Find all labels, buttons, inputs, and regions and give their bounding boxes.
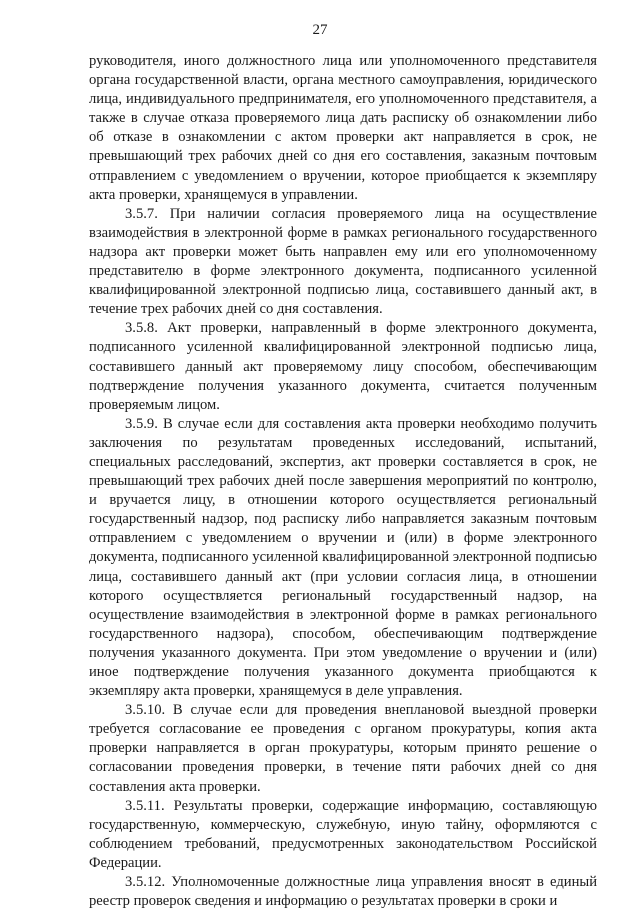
paragraph-3-5-12: 3.5.12. Уполномоченные должностные лица управления вносят в единый реестр проверок сведения и информацию о результатах проверки в сроки и xyxy=(89,874,597,910)
paragraph-3-5-10: 3.5.10. В случае если для проведения внеплановой выездной проверки требуется согласование ее проведения с органом прокуратуры, копия акта проверки направляется в орган прокуратуры, которым принято решение о согласовании проведения проверки, в течение пяти рабочих дней со дня составления акта проверки. xyxy=(89,702,597,795)
document-body xyxy=(89,52,597,911)
paragraph-continuation: руководителя, иного должностного лица или уполномоченного представителя органа государственной власти, органа местного самоуправления, юридического лица, индивидуального предпринимателя, его уполномоченного представителя, а также в случае отказа проверяемого лица дать расписку об ознакомлении либо об отказе в ознакомлении с актом проверки акт направляется в срок, не превышающий трех рабочих дней со дня его составления, заказным почтовым отправлением с уведомлением о вручении, которое приобщается к экземпляру акта проверки, хранящемуся в управлении. xyxy=(89,53,597,203)
paragraph-3-5-9: 3.5.9. В случае если для составления акта проверки необходимо получить заключения по результатам проведенных исследований, испытаний, специальных расследований, экспертиз, акт проверки составляется в срок, не превышающий трех рабочих дней после завершения мероприятий по контролю, и вручается лицу, в отношении которого осуществляется региональный государственный надзор, под расписку либо направляется заказным почтовым отправлением с уведомлением о вручении и (или) в форме электронного документа, подписанного усиленной квалифицированной электронной подписью лица, составившего данный акт (при условии согласия лица, в отношении которого осуществляется региональный государственный надзор, на осуществление взаимодействия в электронной форме в рамках регионального государственного надзора), способом, обеспечивающим подтверждение получения указанного документа. При этом уведомление о вручении и (или) иное подтверждение получения указанного документа приобщаются к экземпляру акта проверки, хранящемуся в деле управления. xyxy=(89,415,597,700)
paragraph-3-5-7: 3.5.7. При наличии согласия проверяемого лица на осуществление взаимодействия в электронной форме в рамках регионального государственного надзора акт проверки может быть направлен ему или его уполномоченному представителю в форме электронного документа, подписанного усиленной квалифицированной электронной подписью лица, составившего данный акт, в течение трех рабочих дней со дня составления. xyxy=(89,205,597,318)
paragraph-3-5-11: 3.5.11. Результаты проверки, содержащие информацию, составляющую государственную, коммерческую, служебную, иную тайну, оформляются с соблюдением требований, предусмотренных законодательством Российской Федерации. xyxy=(89,797,597,871)
page-number: 27 xyxy=(312,22,328,38)
paragraph-3-5-8: 3.5.8. Акт проверки, направленный в форме электронного документа, подписанного усиленной квалифицированной электронной подписью лица, составившего данный акт проверяемому лицу способом, обеспечивающим подтверждение получения указанного документа, считается полученным проверяемым лицом. xyxy=(89,320,597,413)
